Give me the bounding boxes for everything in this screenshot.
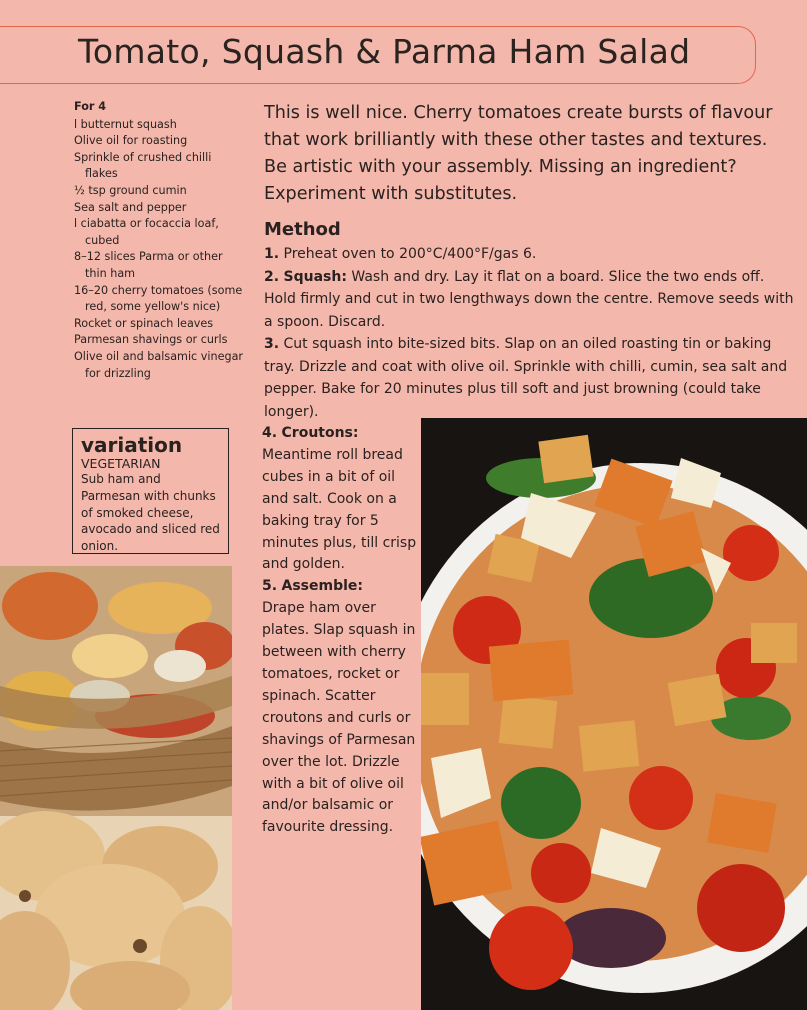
variation-text: Sub ham and Parmesan with chunks of smoked cheese, avocado and sliced red onion. <box>81 472 220 554</box>
ingredient-item: Parmesan shavings or curls <box>74 333 228 347</box>
method-step-1 <box>264 243 794 266</box>
ingredient-item: ½ tsp ground cumin <box>74 183 187 197</box>
step-title: Croutons: <box>281 425 359 441</box>
step-text: Preheat oven to 200°C/400°F/gas 6. <box>283 246 537 262</box>
method-step-2 <box>264 266 794 334</box>
ingredient-items <box>74 117 244 383</box>
ingredient-item: Olive oil for roasting <box>74 134 188 148</box>
squash-basket-photo <box>0 566 232 1010</box>
method-step-3 <box>264 333 794 423</box>
ingredient-item: Sprinkle of crushed chilli flakes <box>74 150 212 181</box>
variation-title: variation <box>81 433 183 457</box>
method-step-4 <box>262 423 417 576</box>
variation-box <box>72 428 229 554</box>
intro-paragraph: This is well nice. Cherry tomatoes create bursts of flavour that work brilliantly with these other tastes and textures. Be artistic with your assembly. Missing an ingredient? Experiment with substitutes. <box>264 103 773 204</box>
step-text: Cut squash into bite-sized bits. Slap on an oiled roasting tin or baking tray. Drizzle and coat with olive oil. Sprinkle with chilli, cumin, sea salt and pepper. Bake for 20 minutes plus till soft and just browning (could take longer). <box>264 336 788 420</box>
ingredient-item: Sea salt and pepper <box>74 200 187 214</box>
step-number: 2. <box>264 268 280 285</box>
step-number: 3. <box>264 336 280 352</box>
ingredients-list <box>74 99 244 382</box>
step-text: Meantime roll bread cubes in a bit of oil and salt. Cook on a baking tray for 5 minutes plus, till crisp and golden. <box>262 446 417 573</box>
serves-label: For 4 <box>74 100 107 113</box>
variation-subtitle: VEGETARIAN <box>81 456 161 471</box>
step-number: 5. <box>262 578 278 595</box>
step-number: 1. <box>264 246 280 262</box>
ingredient-item: l ciabatta or focaccia loaf, cubed <box>74 217 219 247</box>
step-number: 4. <box>262 425 278 441</box>
step-text: Drape ham over plates. Slap squash in between with cherry tomatoes, rocket or spinach. Scatter croutons and curls or shavings of Parmesan over the lot. Drizzle with a bit of olive oil and/or balsamic or favourite dressing. <box>262 600 416 836</box>
ingredient-item: Olive oil and balsamic vinegar for drizzling <box>74 349 244 380</box>
step-title: Assemble: <box>281 578 364 595</box>
ingredient-item: 8–12 slices Parma or other thin ham <box>74 250 223 280</box>
step-text: Wash and dry. Lay it flat on a board. Slice the two ends off. Hold firmly and cut in two lengthways down the centre. Remove seeds with a spoon. Discard. <box>264 268 794 330</box>
ingredient-item: Rocket or spinach leaves <box>74 316 214 330</box>
salad-photo <box>421 418 807 1010</box>
step-title: Squash: <box>283 268 347 285</box>
ingredient-item: l butternut squash <box>74 117 177 131</box>
page-title: Tomato, Squash & Parma Ham Salad <box>78 32 691 71</box>
method-step-5 <box>262 576 417 839</box>
method-heading: Method <box>264 219 341 240</box>
method-steps-wide <box>264 243 794 423</box>
ingredient-item: 16–20 cherry tomatoes (some red, some yellow's nice) <box>74 283 243 314</box>
method-steps-narrow <box>262 423 417 839</box>
